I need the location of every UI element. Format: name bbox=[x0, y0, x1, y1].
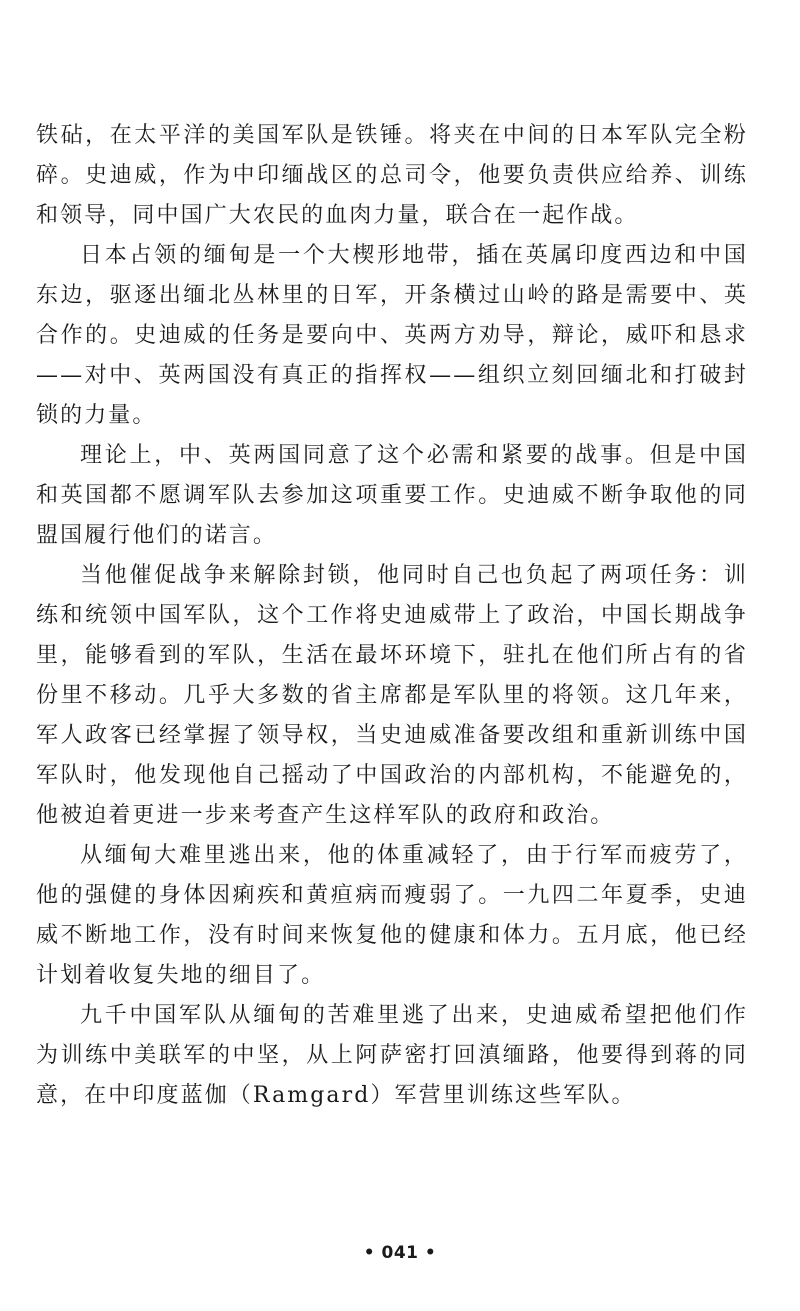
paragraph-1: 铁砧，在太平洋的美国军队是铁锤。将夹在中间的日本军队完全粉碎。史迪威，作为中印缅战区的总司令，他要负责供应给养、训练和领导，同中国广大农民的血肉力量，联合在一起作战。 bbox=[36, 123, 748, 228]
paragraph-4: 当他催促战争来解除封锁，他同时自己也负起了两项任务：训练和统领中国军队，这个工作将史迪威带上了政治，中国长期战争里，能够看到的军队，生活在最坏环境下，驻扎在他们所占有的省份里不移动。几乎大多数的省主席都是军队里的将领。这几年来，军人政客已经掌握了领导权，当史迪威准备要改组和重新训练中国军队时，他发现他自己摇动了中国政治的内部机构，不能避免的，他被迫着更进一步来考查产生这样军队的政府和政治。 bbox=[36, 563, 748, 828]
body-text bbox=[36, 116, 748, 1116]
page-number: • 041 • bbox=[363, 1243, 437, 1263]
paragraph-3: 理论上，中、英两国同意了这个必需和紧要的战事。但是中国和英国都不愿调军队去参加这项重要工作。史迪威不断争取他的同盟国履行他们的诺言。 bbox=[36, 443, 748, 548]
paragraph-2: 日本占领的缅甸是一个大楔形地带，插在英属印度西边和中国东边，驱逐出缅北丛林里的日军，开条横过山岭的路是需要中、英合作的。史迪威的任务是要向中、英两方劝导，辩论，威吓和恳求——对中、英两国没有真正的指挥权——组织立刻回缅北和打破封锁的力量。 bbox=[36, 243, 748, 428]
paragraph-6: 九千中国军队从缅甸的苦难里逃了出来，史迪威希望把他们作为训练中美联军的中坚，从上阿萨密打回滇缅路，他要得到蒋的同意，在中印度蓝伽（Ramgard）军营里训练这些军队。 bbox=[36, 1003, 748, 1108]
paragraph-5: 从缅甸大难里逃出来，他的体重减轻了，由于行军而疲劳了，他的强健的身体因痢疾和黄疸病而瘦弱了。一九四二年夏季，史迪威不断地工作，没有时间来恢复他的健康和体力。五月底，他已经计划着收复失地的细目了。 bbox=[36, 843, 748, 988]
